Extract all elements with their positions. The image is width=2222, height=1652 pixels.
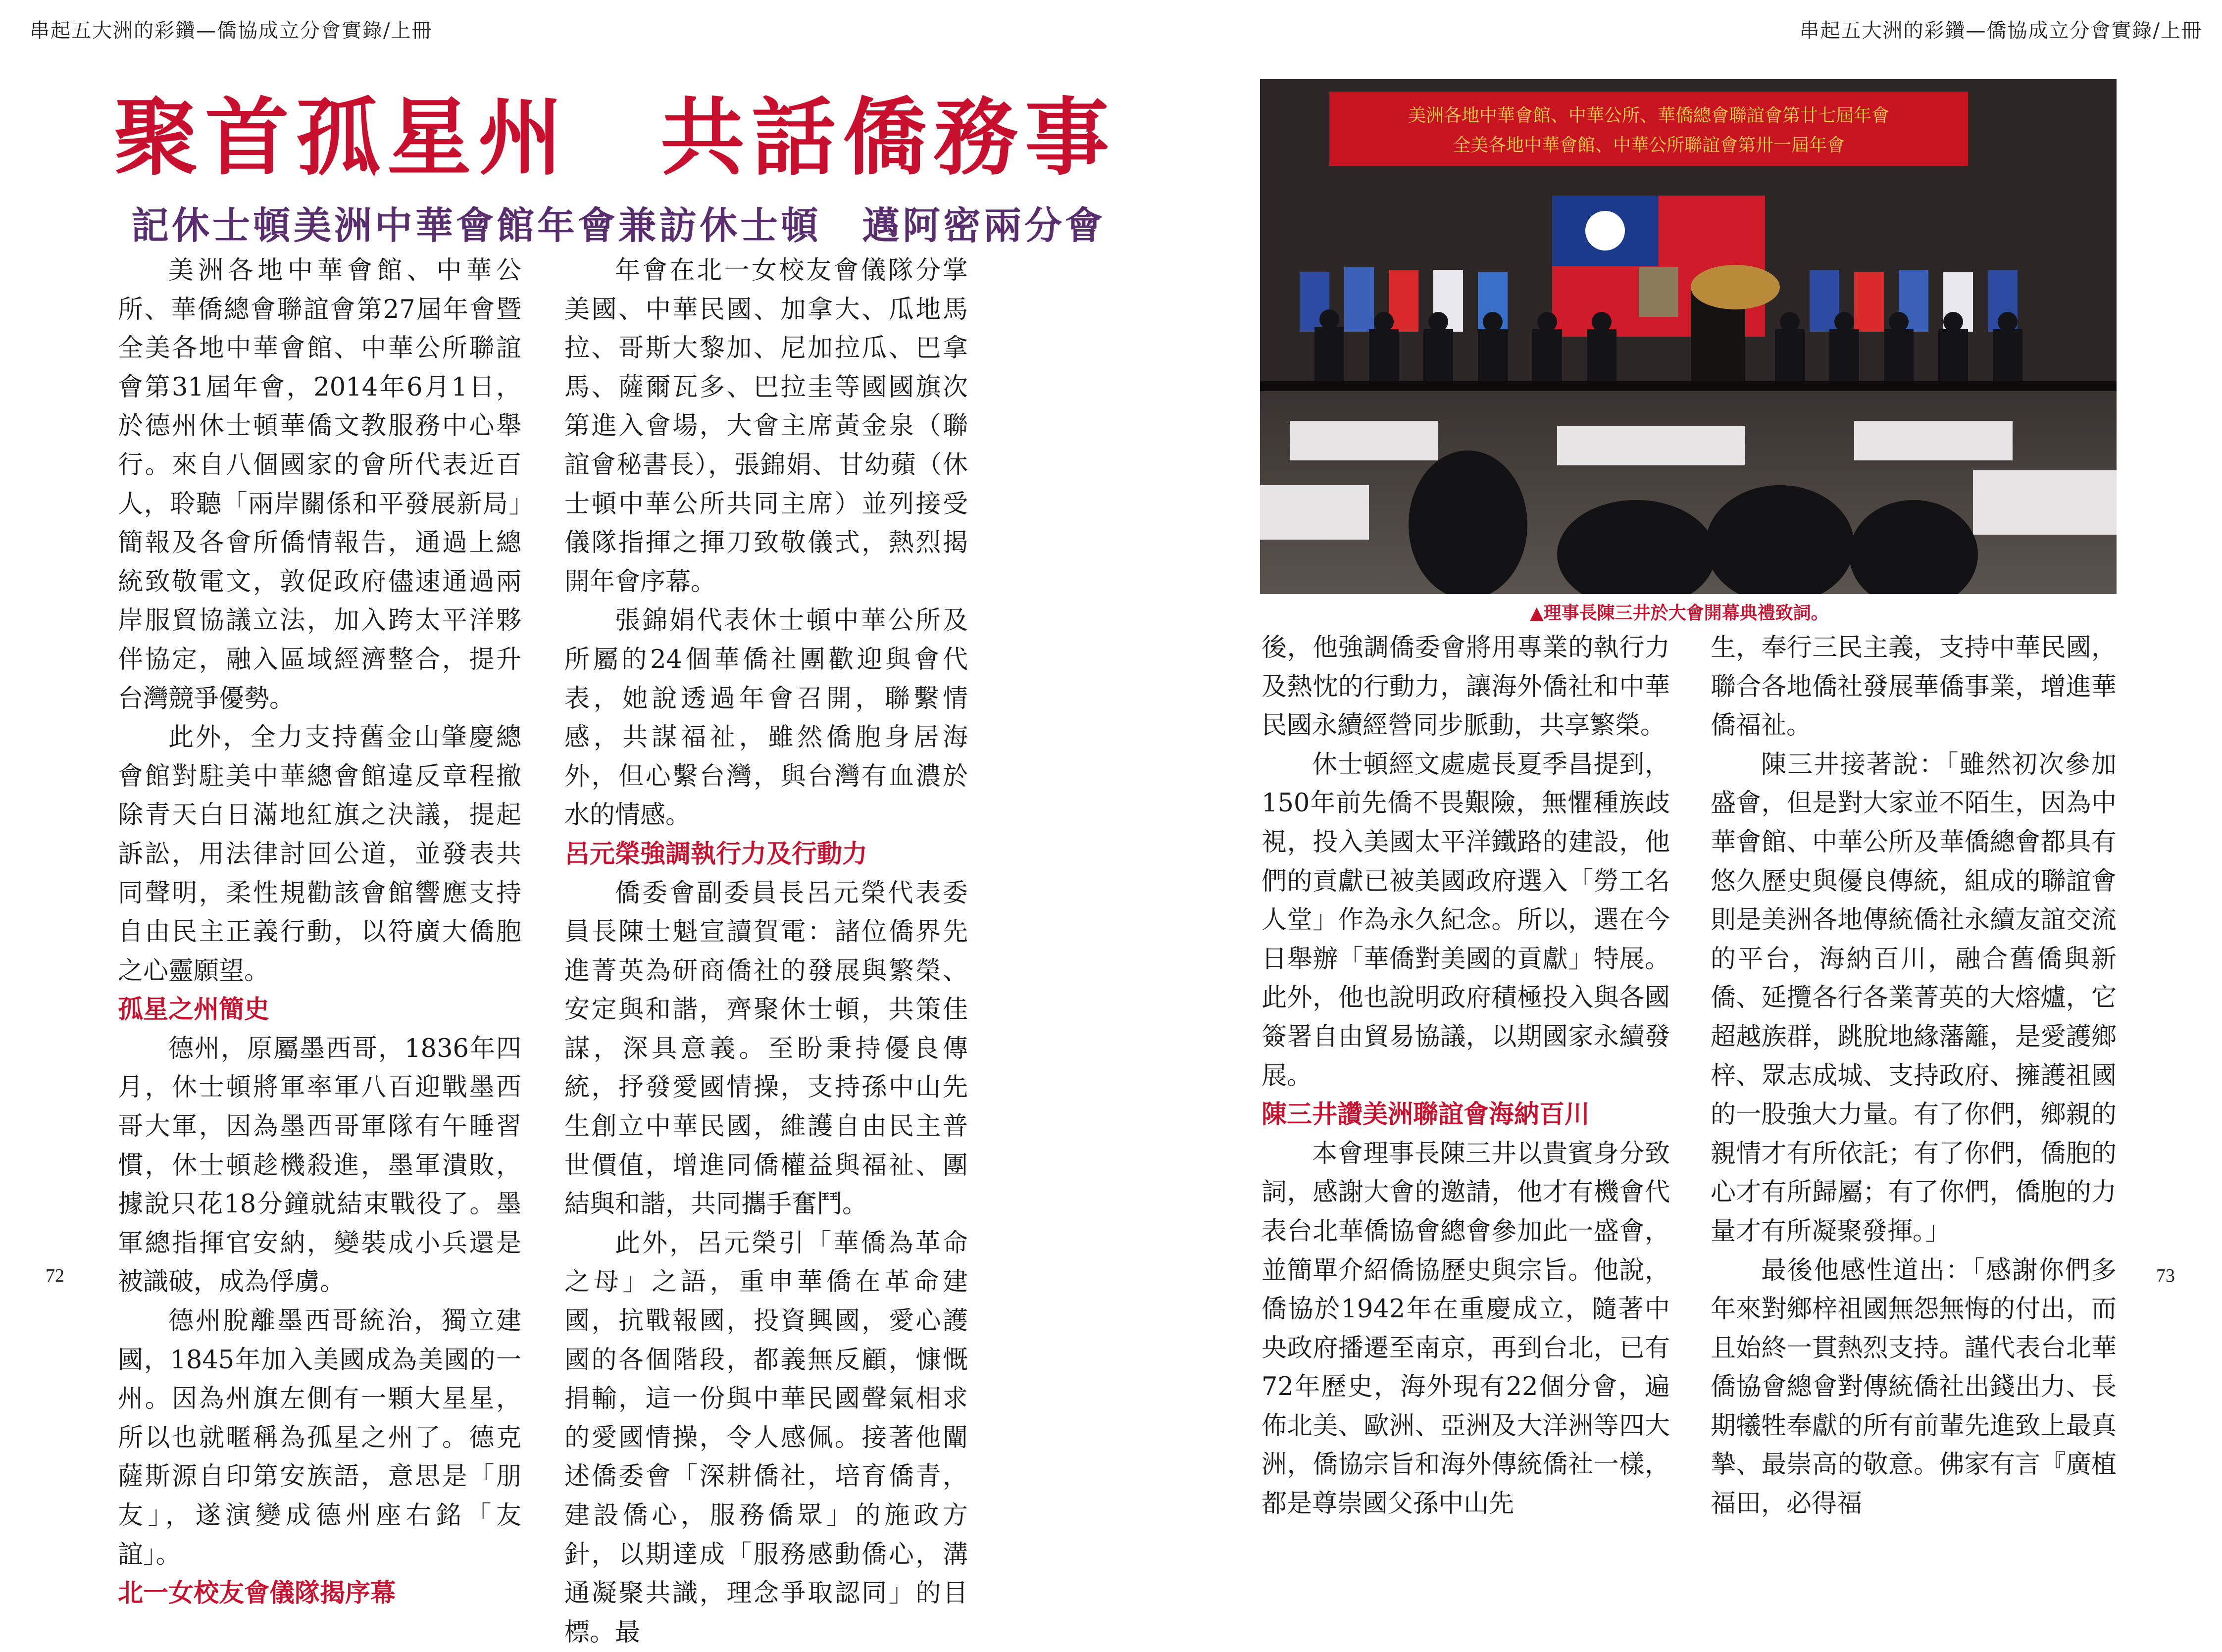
section-heading: 呂元榮強調執行力及行動力 <box>564 839 868 869</box>
paragraph: 此外，呂元榮引「華僑為革命之母」之語，重申華僑在革命建國，抗戰報國，投資興國，愛心護國的各個階段，都義無反顧，慷慨捐輸，這一份與中華民國聲氣相求的愛國情操，令人感佩。接著他闡述僑委會「深耕僑社，培育僑青，建設僑心，服務僑眾」的施政方針，以期達成「服務感動僑心，溝通凝聚共識，理念爭取認同」的目標。最 <box>564 1228 968 1647</box>
portrait <box>1639 267 1678 317</box>
flower-arrangement <box>1691 265 1780 309</box>
section-heading: 陳三井讚美洲聯誼會海納百川 <box>1262 1100 1590 1130</box>
banner-text-1: 美洲各地中華會館、中華公所、華僑總會聯誼會第廿七屆年會 <box>1408 105 1890 126</box>
photo-caption: ▲理事長陳三井於大會開幕典禮致詞。 <box>1530 602 1829 623</box>
banner-text-2: 全美各地中華會館、中華公所聯誼會第卅一屆年會 <box>1452 135 1845 155</box>
paragraph: 德州，原屬墨西哥，1836年四月，休士頓將軍率軍八百迎戰墨西哥大軍，因為墨西哥軍隊有午睡習慣，休士頓趁機殺進，墨軍潰敗，據說只花18分鐘就結束戰役了。墨軍總指揮官安納，變裝成小兵還是被識破，成為俘虜。 <box>118 1034 521 1297</box>
paragraph: 美洲各地中華會館、中華公所、華僑總會聯誼會第27屆年會暨全美各地中華會館、中華公所聯誼會第31屆年會，2014年6月1日，於德州休士頓華僑文教服務中心舉行。來自八個國家的會所代表近百人，聆聽「兩岸關係和平發展新局」簡報及各會所僑情報告，通過上總統致敬電文，敦促政府儘速通過兩岸服貿協議立法，加入跨太平洋夥伴協定，融入區域經濟整合，提升台灣競爭優勢。 <box>118 256 521 713</box>
paragraph: 休士頓經文處處長夏季昌提到，150年前先僑不畏艱險，無懼種族歧視，投入美國太平洋鐵路的建設，他們的貢獻已被美國政府選入「勞工名人堂」作為永久紀念。所以，選在今日舉辦「華僑對美國的貢獻」特展。此外，他也說明政府積極投入與各國簽署自由貿易協議，以期國家永續發展。 <box>1262 750 1670 1091</box>
text-column-3 <box>1262 629 1670 1524</box>
paragraph: 後，他強調僑委會將用專業的執行力及熱忱的行動力，讓海外僑社和中華民國永續經營同步脈動，共享繁榮。 <box>1262 633 1670 741</box>
event-photo-illustration <box>1260 79 2117 594</box>
paragraph: 生，奉行三民主義，支持中華民國，聯合各地僑社發展華僑事業，增進華僑福祉。 <box>1711 633 2117 741</box>
page-number-right: 73 <box>2156 1265 2175 1286</box>
section-heading: 孤星之州簡史 <box>118 995 270 1025</box>
section-heading: 北一女校友會儀隊揭序幕 <box>118 1579 396 1608</box>
article-title: 聚首孤星州 共話僑務事 <box>114 88 1116 187</box>
paragraph: 陳三井接著說：「雖然初次參加盛會，但是對大家並不陌生，因為中華會館、中華公所及華僑總會都具有悠久歷史與優良傳統，組成的聯誼會則是美洲各地傳統僑社永續友誼交流的平台，海納百川，融合舊僑與新僑、延攬各行各業菁英的大熔爐，它超越族群，跳脫地緣藩籬，是愛護鄉梓、眾志成城、支持政府、擁護祖國的一股強大力量。有了你們，鄉親的親情才有所依託；有了你們，僑胞的心才有所歸屬；有了你們，僑胞的力量才有所凝聚發揮。」 <box>1711 750 2117 1246</box>
text-column-4 <box>1711 629 2117 1524</box>
paragraph: 張錦娟代表休士頓中華公所及所屬的24個華僑社團歡迎與會代表，她說透過年會召開，聯繫情感，共謀福祉，雖然僑胞身居海外，但心繫台灣，與台灣有血濃於水的情感。 <box>564 606 968 830</box>
text-column-2 <box>564 251 968 1652</box>
paragraph: 德州脫離墨西哥統治，獨立建國，1845年加入美國成為美國的一州。因為州旗左側有一顆大星星，所以也就暱稱為孤星之州了。德克薩斯源自印第安族語，意思是「朋友」，遂演變成德州座右銘「友誼」。 <box>118 1306 521 1569</box>
paragraph: 年會在北一女校友會儀隊分掌美國、中華民國、加拿大、瓜地馬拉、哥斯大黎加、尼加拉瓜、巴拿馬、薩爾瓦多、巴拉圭等國國旗次第進入會場，大會主席黃金泉（聯誼會秘書長），張錦娟、甘幼蘋（休士頓中華公所共同主席）並列接受儀隊指揮之揮刀致敬儀式，熱烈揭開年會序幕。 <box>564 256 968 597</box>
page-number-left: 72 <box>46 1265 64 1286</box>
running-header-left: 串起五大洲的彩鑽—僑協成立分會實錄/上冊 <box>30 19 433 42</box>
article-subtitle: 記休士頓美洲中華會館年會兼訪休士頓 邁阿密兩分會 <box>131 203 1106 248</box>
paragraph: 本會理事長陳三井以貴賓身分致詞，感謝大會的邀請，他才有機會代表台北華僑協會總會參加此一盛會，並簡單介紹僑協歷史與宗旨。他說，僑協於1942年在重慶成立，隨著中央政府播遷至南京，再到台北，已有72年歷史，海外現有22個分會，遍佈北美、歐洲、亞洲及大洋洲等四大洲，僑協宗旨和海外傳統僑社一樣，都是尊崇國父孫中山先 <box>1262 1139 1670 1519</box>
paragraph: 此外，全力支持舊金山肇慶總會館對駐美中華總會館違反章程撤除青天白日滿地紅旗之決議，提起訴訟，用法律討回公道，並發表共同聲明，柔性規勸該會館響應支持自由民主正義行動，以符廣大僑胞之心靈願望。 <box>118 723 521 986</box>
paragraph: 僑委會副委員長呂元榮代表委員長陳士魁宣讀賀電：諸位僑界先進菁英為研商僑社的發展與繁榮、安定與和諧，齊聚休士頓，共策佳謀，深具意義。至盼秉持優良傳統，抒發愛國情操，支持孫中山先生創立中華民國，維護自由民主普世價值，增進同僑權益與福祉、團結與和諧，共同攜手奮鬥。 <box>564 878 968 1219</box>
event-photo <box>1260 79 2117 594</box>
paragraph: 最後他感性道出：「感謝你們多年來對鄉梓祖國無怨無悔的付出，而且始終一貫熱烈支持。謹代表台北華僑協會總會對傳統僑社出錢出力、長期犧牲奉獻的所有前輩先進致上最真摯、最崇高的敬意。佛家有言『廣植福田，必得福 <box>1711 1255 2117 1519</box>
running-header-right: 串起五大洲的彩鑽—僑協成立分會實錄/上冊 <box>1799 19 2202 42</box>
text-column-1 <box>118 251 521 1613</box>
